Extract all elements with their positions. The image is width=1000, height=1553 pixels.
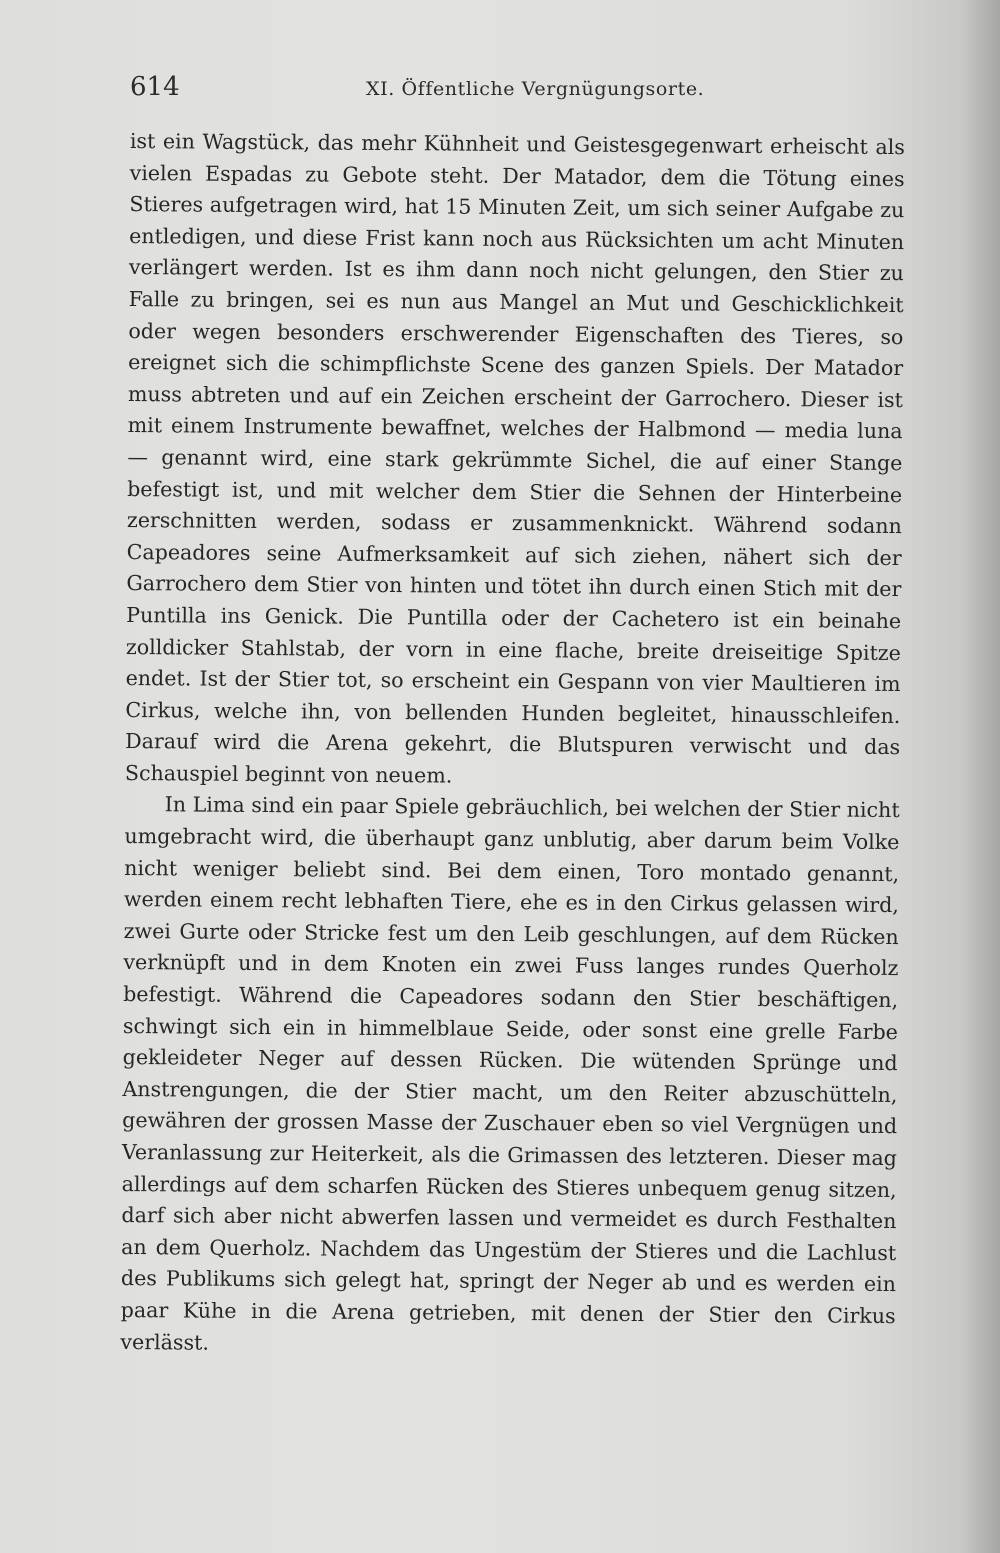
body-text <box>120 126 905 1364</box>
page-number: 614 <box>130 72 180 102</box>
section-title: XI. Öffentliche Vergnügungsorte. <box>366 78 705 100</box>
paragraph-2: In Lima sind ein paar Spiele gebräuchlich, bei welchen der Stier nicht umgebracht wird, die überhaupt ganz unblutig, aber darum beim Volke nicht weniger beliebt sind. Bei dem einen, Toro montado genannt, werden einem recht lebhaften Tiere, ehe es in den Cirkus gelassen wird, zwei Gurte oder Stricke fest um den Leib geschlungen, auf dem Rücken verknüpft und in dem Knoten ein zwei Fuss langes rundes Querholz befestigt. Während die Capeadores sodann den Stier beschäftigen, schwingt sich ein in himmelblaue Seide, oder sonst eine grelle Farbe gekleideter Neger auf dessen Rücken. Die wütenden Sprünge und Anstrengungen, die der Stier macht, um den Reiter abzuschütteln, gewähren der grossen Masse der Zuschauer eben so viel Vergnügen und Veranlassung zur Heiterkeit, als die Grimassen des letzteren. Dieser mag allerdings auf dem scharfen Rücken des Stieres unbequem genug sitzen, darf sich aber nicht abwerfen lassen und vermeidet es durch Festhalten an dem Querholz. Nachdem das Ungestüm der Stieres und die Lachlust des Publikums sich gelegt hat, springt der Neger ab und es werden ein paar Kühe in die Arena getrieben, mit denen der Stier den Cirkus verlässt. <box>120 792 900 1355</box>
page-edge-shadow <box>960 0 1000 1553</box>
running-header <box>130 72 910 108</box>
paragraph-1: ist ein Wagstück, das mehr Kühnheit und Geistesgegenwart erheischt als vielen Espadas zu Gebote steht. Der Matador, dem die Tötung eines Stieres aufgetragen wird, hat 15 Minuten Zeit, um sich seiner Aufgabe zu entledigen, und diese Frist kann noch aus Rücksichten um acht Minuten verlängert werden. Ist es ihm dann noch nicht gelungen, den Stier zu Falle zu bringen, sei es nun aus Mangel an Mut und Geschicklichkeit oder wegen besonders erschwerender Eigenschaften des Tieres, so ereignet sich die schimpflichste Scene des ganzen Spiels. Der Matador muss abtreten und auf ein Zeichen erscheint der Garrochero. Dieser ist mit einem Instrumente bewaffnet, welches der Halbmond — media luna — genannt wird, eine stark gekrümmte Sichel, die auf einer Stange befestigt ist, und mit welcher dem Stier die Sehnen der Hinterbeine zerschnitten werden, sodass er zusammenknickt. Während sodann Capeadores seine Aufmerksamkeit auf sich ziehen, nähert sich der Garrochero dem Stier von hinten und tötet ihn durch einen Stich mit der Puntilla ins Genick. Die Puntilla oder der Cachetero ist ein beinahe zolldicker Stahlstab, der vorn in eine flache, breite dreiseitige Spitze endet. Ist der Stier tot, so erscheint ein Gespann von vier Maultieren im Cirkus, welche ihn, von bellenden Hunden begleitet, hinausschleifen. Darauf wird die Arena gekehrt, die Blutspuren verwischt und das Schauspiel beginnt von neuem. <box>124 128 905 788</box>
